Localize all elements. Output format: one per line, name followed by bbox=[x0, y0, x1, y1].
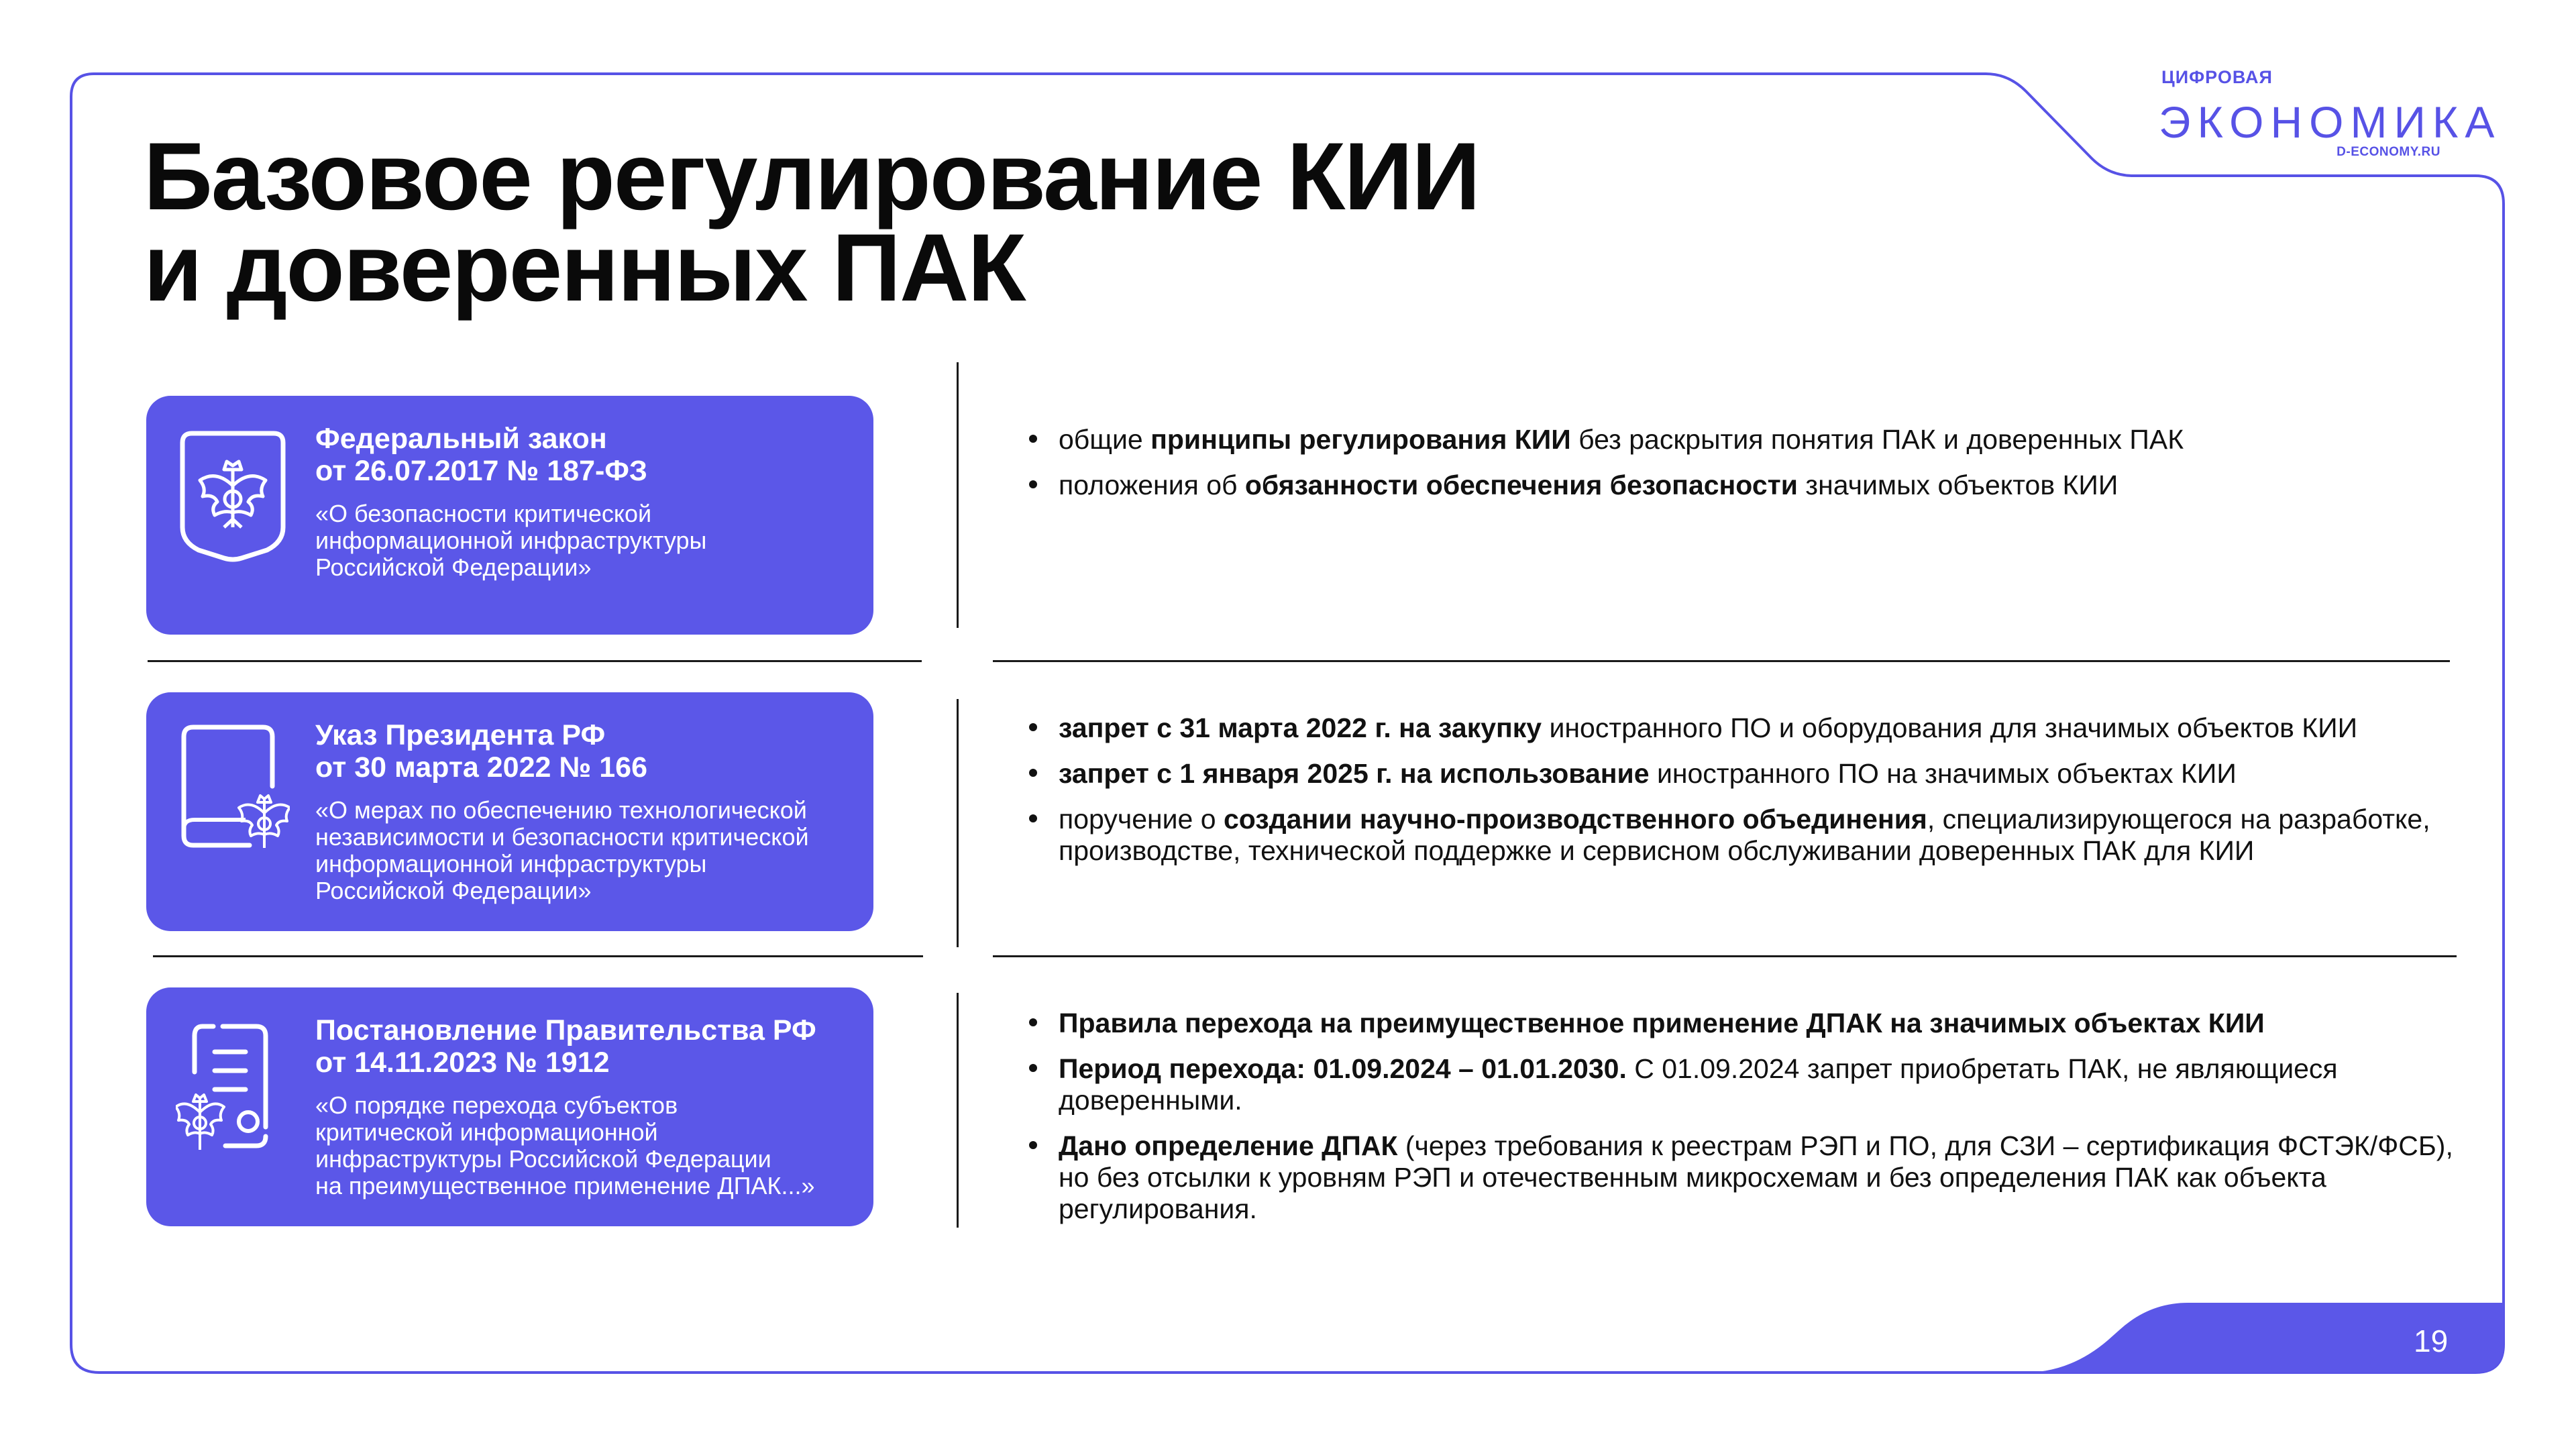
bullet-item bbox=[1026, 470, 2469, 501]
card-description-line-1: «О порядке перехода субъектов bbox=[315, 1091, 678, 1119]
bullet-list bbox=[1026, 1008, 2469, 1239]
bullet-text: поручение о bbox=[1059, 804, 1224, 835]
card-description-line-1: «О мерах по обеспечению технологической bbox=[315, 796, 807, 824]
decree-book-icon bbox=[176, 722, 290, 863]
horizontal-divider bbox=[993, 955, 2457, 957]
bullet-item bbox=[1026, 1008, 2469, 1039]
bullet-bold-text: Правила перехода на преимущественное применение ДПАК на значимых объектах КИИ bbox=[1059, 1008, 2265, 1038]
bullet-bold-text: запрет с 31 марта 2022 г. на закупку bbox=[1059, 712, 1542, 743]
bullet-bold-text: Дано определение ДПАК bbox=[1059, 1130, 1398, 1161]
bullet-bold-text: запрет с 1 января 2025 г. на использование bbox=[1059, 758, 1650, 789]
page-title bbox=[144, 123, 1480, 321]
logo-top-text: ЦИФРОВАЯ bbox=[2161, 67, 2273, 87]
horizontal-divider bbox=[148, 660, 922, 662]
coat-of-arms-shield-icon bbox=[176, 427, 290, 568]
card-description-line-1: «О безопасности критической bbox=[315, 500, 652, 527]
card-description-line-4: Российской Федерации» bbox=[315, 877, 592, 904]
horizontal-divider bbox=[993, 660, 2450, 662]
bullet-item bbox=[1026, 712, 2469, 744]
vertical-divider bbox=[957, 699, 959, 947]
card-description-line-4: на преимущественное применение ДПАК...» bbox=[315, 1172, 815, 1199]
card-heading bbox=[315, 1014, 816, 1079]
card-heading bbox=[315, 423, 647, 487]
card-description-line-2: критической информационной bbox=[315, 1118, 658, 1146]
bullet-text: общие bbox=[1059, 424, 1151, 455]
bullet-list bbox=[1026, 424, 2469, 515]
bullet-text: значимых объектов КИИ bbox=[1797, 470, 2118, 500]
card-heading bbox=[315, 719, 647, 784]
card-description-line-3: информационной инфраструктуры bbox=[315, 850, 707, 877]
bullet-text: , специализирующегося на разработке, производстве, технической поддержке и сервисном обслуживании доверенных ПАК для КИИ bbox=[1059, 804, 2430, 866]
card-heading-line-1: Федеральный закон bbox=[315, 423, 607, 455]
card-heading-line-1: Указ Президента РФ bbox=[315, 719, 606, 751]
title-line-2: и доверенных ПАК bbox=[144, 215, 1025, 321]
bullet-item bbox=[1026, 804, 2469, 867]
vertical-divider bbox=[957, 362, 959, 628]
bullet-text: С 01.09.2024 запрет приобретать ПАК, не являющиеся доверенными. bbox=[1059, 1053, 2338, 1116]
card-heading-line-1: Постановление Правительства РФ bbox=[315, 1014, 816, 1046]
digital-economy-logo bbox=[2159, 67, 2502, 168]
card-description-line-3: инфраструктуры Российской Федерации bbox=[315, 1145, 771, 1173]
bullet-item bbox=[1026, 1130, 2469, 1225]
card-heading-line-2: от 30 марта 2022 № 166 bbox=[315, 751, 647, 784]
bullet-text: без раскрытия понятия ПАК и доверенных ПАК bbox=[1570, 424, 2184, 455]
bullet-bold-text: создании научно-производственного объединения bbox=[1223, 804, 1927, 835]
bullet-text: иностранного ПО и оборудования для значимых объектов КИИ bbox=[1542, 712, 2358, 743]
page-number: 19 bbox=[2414, 1324, 2449, 1358]
card-description bbox=[315, 797, 865, 904]
card-heading-line-2: от 14.11.2023 № 1912 bbox=[315, 1046, 610, 1079]
law-card-187fz bbox=[146, 396, 873, 635]
logo-main-text: ЭКОНОМИКА bbox=[2159, 97, 2502, 147]
card-description bbox=[315, 500, 865, 581]
vertical-divider bbox=[957, 993, 959, 1228]
bullet-text: (через требования к реестрам РЭП и ПО, для СЗИ – сертификация ФСТЭК/ФСБ), но без отсылки к уровням РЭП и отечественным микросхемам и без определения ПАК как объекта регулирования. bbox=[1059, 1130, 2453, 1224]
bullet-bold-text: обязанности обеспечения безопасности bbox=[1244, 470, 1798, 500]
bullet-item bbox=[1026, 1053, 2469, 1116]
decree-card-166 bbox=[146, 692, 873, 931]
government-document-icon bbox=[176, 1021, 290, 1162]
logo-url-text: D-ECONOMY.RU bbox=[2337, 145, 2440, 159]
bullet-item bbox=[1026, 424, 2469, 455]
card-description-line-2: независимости и безопасности критической bbox=[315, 823, 809, 851]
bullet-bold-text: принципы регулирования КИИ bbox=[1150, 424, 1571, 455]
card-heading-line-2: от 26.07.2017 № 187-ФЗ bbox=[315, 455, 647, 487]
horizontal-divider bbox=[153, 955, 923, 957]
card-description bbox=[315, 1092, 865, 1199]
bullet-text: иностранного ПО на значимых объектах КИИ bbox=[1649, 758, 2237, 789]
bullet-bold-text: Период перехода: 01.09.2024 – 01.01.2030. bbox=[1059, 1053, 1627, 1084]
bullet-item bbox=[1026, 758, 2469, 790]
bullet-text: положения об bbox=[1059, 470, 1245, 500]
card-description-line-2: информационной инфраструктуры bbox=[315, 527, 707, 554]
card-description-line-3: Российской Федерации» bbox=[315, 553, 592, 581]
resolution-card-1912 bbox=[146, 987, 873, 1226]
title-line-1: Базовое регулирование КИИ bbox=[144, 123, 1480, 230]
bullet-list bbox=[1026, 712, 2469, 881]
